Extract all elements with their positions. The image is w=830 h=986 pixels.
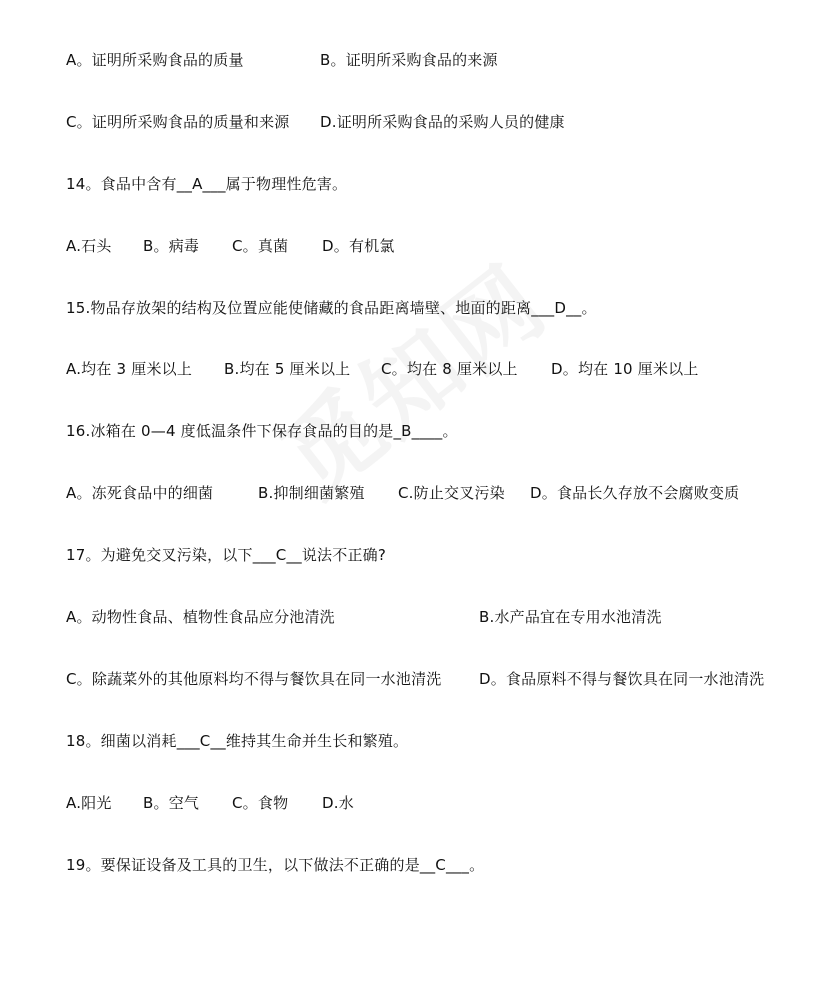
q15-option-c: C。均在 8 厘米以上 bbox=[381, 360, 518, 378]
q17-option-a: A。动物性食品、植物性食品应分池清洗 bbox=[66, 608, 335, 626]
q18-option-b: B。空气 bbox=[143, 794, 200, 812]
q13-option-c: C。证明所采购食品的质量和来源 bbox=[66, 113, 290, 131]
q16-option-b: B.抑制细菌繁殖 bbox=[258, 484, 365, 502]
q13-option-a: A。证明所采购食品的质量 bbox=[66, 51, 244, 69]
q14-question: 14。食品中含有__A___属于物理性危害。 bbox=[66, 175, 348, 193]
q15-question: 15.物品存放架的结构及位置应能使储藏的食品距离墙壁、地面的距离___D__。 bbox=[66, 299, 597, 317]
q15-option-a: A.均在 3 厘米以上 bbox=[66, 360, 193, 378]
q13-option-b: B。证明所采购食品的来源 bbox=[320, 51, 498, 69]
q14-option-a: A.石头 bbox=[66, 237, 112, 255]
q17-option-b: B.水产品宜在专用水池清洗 bbox=[479, 608, 662, 626]
q17-option-d: D。食品原料不得与餐饮具在同一水池清洗 bbox=[479, 670, 765, 688]
q15-option-b: B.均在 5 厘米以上 bbox=[224, 360, 351, 378]
q13-option-d: D.证明所采购食品的采购人员的健康 bbox=[320, 113, 565, 131]
q14-option-c: C。真菌 bbox=[232, 237, 289, 255]
q14-option-d: D。有机氯 bbox=[322, 237, 395, 255]
q15-option-d: D。均在 10 厘米以上 bbox=[551, 360, 699, 378]
q16-option-c: C.防止交叉污染 bbox=[398, 484, 505, 502]
q18-question: 18。细菌以消耗___C__维持其生命并生长和繁殖。 bbox=[66, 732, 409, 750]
q18-option-a: A.阳光 bbox=[66, 794, 112, 812]
q19-question: 19。要保证设备及工具的卫生，以下做法不正确的是__C___。 bbox=[66, 856, 485, 874]
q16-option-a: A。冻死食品中的细菌 bbox=[66, 484, 214, 502]
q14-option-b: B。病毒 bbox=[143, 237, 200, 255]
q18-option-d: D.水 bbox=[322, 794, 354, 812]
q16-question: 16.冰箱在 0—4 度低温条件下保存食品的目的是_B____。 bbox=[66, 422, 458, 440]
q18-option-c: C。食物 bbox=[232, 794, 289, 812]
q17-question: 17。为避免交叉污染，以下___C__说法不正确? bbox=[66, 546, 387, 564]
q16-option-d: D。食品长久存放不会腐败变质 bbox=[530, 484, 740, 502]
q17-option-c: C。除蔬菜外的其他原料均不得与餐饮具在同一水池清洗 bbox=[66, 670, 442, 688]
